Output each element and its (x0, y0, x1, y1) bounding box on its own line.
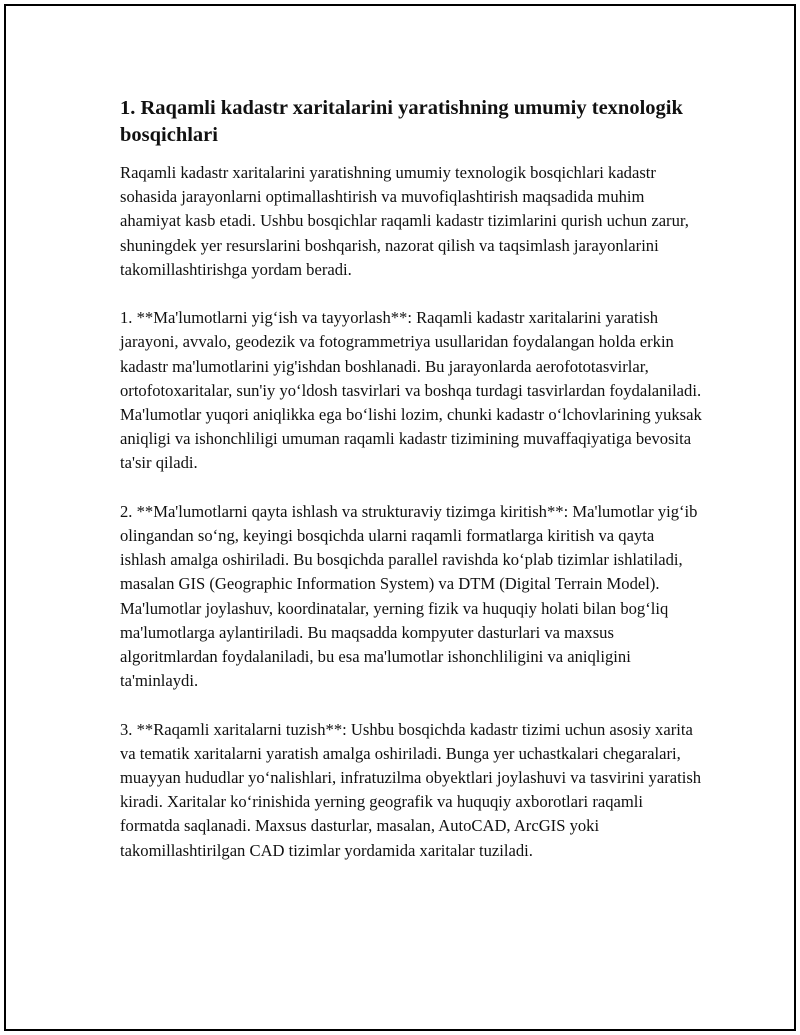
document-body (120, 95, 704, 887)
document-page (4, 4, 796, 1031)
document-title: 1. Raqamli kadastr xaritalarini yaratishning umumiy texnologik bosqichlari (120, 97, 683, 146)
step-2-paragraph: 2. **Ma'lumotlarni qayta ishlash va strukturaviy tizimga kiritish**: Ma'lumotlar yig‘ib olingandan so‘ng, keyingi bosqichda ularni raqamli formatlarga kiritish va qayta ishlash amalga oshiriladi. Bu bosqichda parallel ravishda ko‘plab tizimlar ishlatiladi, masalan GIS (Geographic Information System) va DTM (Digital Terrain Model). Ma'lumotlar joylashuv, koordinatalar, yerning fizik va huquqiy holati bilan bog‘liq ma'lumotlarga aylantiriladi. Bu maqsadda kompyuter dasturlari va maxsus algoritmlardan foydalaniladi, bu esa ma'lumotlar ishonchliligini va aniqligini ta'minlaydi. (120, 501, 698, 691)
step-3-paragraph: 3. **Raqamli xaritalarni tuzish**: Ushbu bosqichda kadastr tizimi uchun asosiy xarita va tematik xaritalarni yaratish amalga oshiriladi. Bunga yer uchastkalari chegaralari, muayyan hududlar yo‘nalishlari, infratuzilma obyektlari joylashuvi va tasvirini yaratish kiradi. Xaritalar ko‘rinishida yerning geografik va huquqiy axborotlari raqamli formatda saqlanadi. Maxsus dasturlar, masalan, AutoCAD, ArcGIS yoki takomillashtirilgan CAD tizimlar yordamida xaritalar tuziladi. (120, 719, 702, 860)
intro-paragraph: Raqamli kadastr xaritalarini yaratishning umumiy texnologik bosqichlari kadastr sohasida jarayonlarni optimallashtirish va muvofiqlashtirish maqsadida muhim ahamiyat kasb etadi. Ushbu bosqichlar raqamli kadastr tizimlarini qurish uchun zarur, shuningdek yer resurslarini boshqarish, nazorat qilish va taqsimlash jarayonlarini takomillashtirishga yordam beradi. (120, 163, 689, 279)
step-1-paragraph: 1. **Ma'lumotlarni yig‘ish va tayyorlash**: Raqamli kadastr xaritalarini yaratish jarayoni, avvalo, geodezik va fotogrammetriya usullaridan foydalangan holda erkin kadastr ma'lumotlarini yig'ishdan boshlanadi. Bu jarayonlarda aerofototasvirlar, ortofotoxaritalar, sun'iy yo‘ldosh tasvirlari va boshqa turdagi tasvirlardan foydalaniladi. Ma'lumotlar yuqori aniqlikka ega bo‘lishi lozim, chunki kadastr o‘lchovlarining yuksak aniqligi va ishonchliligi umuman raqamli kadastr tizimining muvaffaqiyatiga bevosita ta'sir qiladi. (120, 308, 702, 473)
